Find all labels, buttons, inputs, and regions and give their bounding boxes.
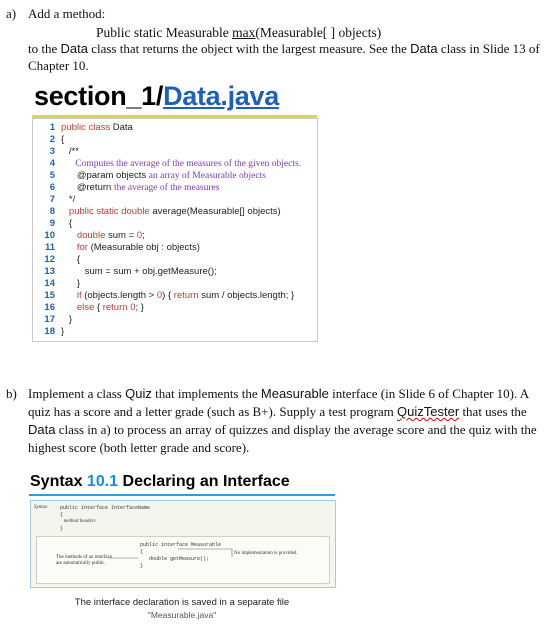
syntax-heading-text: Declaring an Interface bbox=[118, 473, 290, 490]
data-class-ref: Data bbox=[60, 41, 88, 56]
code-listing bbox=[32, 118, 318, 342]
data-java-link[interactable]: Data.java bbox=[163, 81, 279, 111]
code-line bbox=[33, 122, 133, 134]
code-line bbox=[33, 206, 281, 218]
code-line bbox=[33, 254, 80, 266]
code-token: the average of the measures bbox=[113, 183, 220, 193]
code-token: 0 bbox=[136, 230, 143, 241]
line-number: 9 bbox=[49, 218, 55, 229]
slide1-title-prefix: section_1/ bbox=[34, 81, 164, 111]
syntax-caption: The interface declaration is saved in a separate file bbox=[74, 597, 290, 608]
data-class-ref: Data bbox=[410, 41, 438, 56]
line-number: 15 bbox=[44, 290, 55, 301]
desc-text: quiz has a score and a letter grade (such as B+). Supply a test program bbox=[28, 404, 398, 419]
code-token: } bbox=[61, 314, 73, 325]
code-token: an array of Measurable objects bbox=[148, 171, 266, 181]
desc-text: class that returns the object with the largest measure. See the bbox=[87, 41, 411, 56]
syntax-word: Syntax bbox=[30, 473, 87, 490]
code-token: ; bbox=[142, 230, 145, 241]
code-token: return bbox=[173, 290, 202, 301]
line-number: 3 bbox=[49, 146, 55, 157]
desc-text: to the bbox=[28, 41, 61, 56]
code-token: { bbox=[61, 134, 65, 145]
code-token: } bbox=[61, 278, 81, 289]
line-number: 4 bbox=[49, 158, 55, 169]
code-token: public class bbox=[61, 122, 113, 133]
desc-text: interface (in Slide 6 of Chapter 10). A bbox=[328, 386, 530, 401]
code-token: Computes the average of the measures of the given objects. bbox=[61, 159, 302, 169]
sig-suffix: (Measurable[ ] objects) bbox=[255, 25, 382, 40]
code-token: ) { bbox=[162, 290, 174, 301]
line-number: 1 bbox=[49, 122, 55, 133]
line-number: 10 bbox=[44, 230, 55, 241]
part-a-intro: Add a method: bbox=[28, 6, 106, 21]
code-token: 0 bbox=[156, 290, 163, 301]
syntax-title bbox=[30, 473, 290, 491]
note-public-1: The methods of an interface bbox=[56, 555, 113, 560]
line-number: 11 bbox=[44, 242, 55, 253]
code-token: Data bbox=[112, 122, 133, 133]
code-line bbox=[33, 266, 217, 278]
syntax-line-3: method headers bbox=[60, 519, 96, 524]
code-token: (objects.length > bbox=[84, 290, 157, 301]
line-number: 5 bbox=[49, 170, 55, 181]
code-line bbox=[33, 302, 144, 314]
quiz-class-ref: Quiz bbox=[125, 386, 152, 401]
note-no-implementation: No implementation is provided. bbox=[234, 551, 298, 556]
example-line-3: double getMeasure(); bbox=[140, 556, 210, 562]
code-token: (Measurable obj : objects) bbox=[90, 242, 200, 253]
quiztester-ref: QuizTester bbox=[397, 404, 460, 419]
part-a-label: a) bbox=[6, 6, 17, 21]
code-token: 0 bbox=[130, 302, 136, 313]
code-line bbox=[33, 290, 294, 302]
code-token: ; } bbox=[135, 302, 144, 313]
desc-text: Implement a class bbox=[28, 386, 126, 401]
line-number: 13 bbox=[44, 266, 55, 277]
part-b-line1 bbox=[28, 385, 529, 402]
code-token: { bbox=[61, 254, 81, 265]
code-token: */ bbox=[61, 194, 76, 205]
syntax-caption-filename: "Measurable.java" bbox=[147, 610, 217, 620]
code-token: public static double bbox=[61, 206, 153, 217]
syntax-number: 10.1 bbox=[86, 473, 119, 490]
measurable-ref: Measurable bbox=[260, 386, 329, 401]
code-token: else bbox=[61, 302, 97, 313]
code-token: @param objects bbox=[61, 170, 149, 181]
sig-prefix: Public static Measurable bbox=[96, 25, 233, 40]
part-a-description bbox=[28, 40, 540, 57]
code-line bbox=[33, 278, 80, 290]
code-line bbox=[33, 314, 72, 326]
code-line bbox=[33, 326, 64, 338]
desc-text: class in a) to process an array of quizzes and display the average score and the quiz with the bbox=[55, 422, 537, 437]
part-b-line2 bbox=[28, 403, 527, 420]
example-line-4: } bbox=[140, 563, 144, 569]
syntax-line-1: public interface InterfaceName bbox=[60, 505, 151, 511]
code-token: { bbox=[61, 218, 73, 229]
code-token: return bbox=[102, 302, 131, 313]
syntax-label: Syntax bbox=[34, 505, 48, 510]
part-b-line4: highest score (both letter grade and score). bbox=[28, 440, 250, 455]
line-number: 8 bbox=[49, 206, 55, 217]
line-number: 6 bbox=[49, 182, 55, 193]
syntax-line-2: { bbox=[60, 512, 64, 518]
example-line-2: { bbox=[140, 549, 144, 555]
part-b-line3 bbox=[28, 421, 537, 438]
code-token: average(Measurable[] objects) bbox=[152, 206, 281, 217]
code-token: @return bbox=[61, 182, 114, 193]
code-token: { bbox=[96, 302, 103, 313]
code-token: } bbox=[61, 326, 65, 337]
data-class-ref: Data bbox=[28, 422, 56, 437]
line-number: 12 bbox=[44, 254, 55, 265]
syntax-line-4: } bbox=[60, 526, 64, 532]
code-line bbox=[33, 146, 79, 158]
line-number: 2 bbox=[49, 134, 55, 145]
code-token: sum = sum + obj.getMeasure(); bbox=[61, 266, 217, 277]
line-number: 17 bbox=[44, 314, 55, 325]
code-token: for bbox=[61, 242, 91, 253]
code-line bbox=[33, 182, 219, 194]
code-token: /** bbox=[61, 146, 79, 157]
syntax-title-rule bbox=[29, 494, 335, 496]
line-number: 18 bbox=[44, 326, 55, 337]
code-token: sum / objects.length; } bbox=[201, 290, 295, 301]
code-line bbox=[33, 194, 75, 206]
line-number: 14 bbox=[44, 278, 55, 289]
sig-method-name: max bbox=[232, 25, 256, 40]
slide1-title bbox=[34, 81, 279, 112]
desc-text: that uses the bbox=[459, 404, 527, 419]
code-token: if bbox=[61, 290, 85, 301]
code-line bbox=[33, 134, 64, 146]
code-line bbox=[33, 218, 72, 230]
example-line-1: public interface Measurable bbox=[140, 542, 222, 548]
code-line bbox=[33, 242, 200, 254]
note-public-2: are automatically public. bbox=[56, 561, 106, 566]
part-a-chapter: Chapter 10. bbox=[28, 58, 89, 73]
code-line bbox=[33, 230, 145, 242]
desc-text: class in Slide 13 of bbox=[437, 41, 540, 56]
code-line bbox=[33, 158, 301, 170]
part-b-label: b) bbox=[6, 386, 17, 401]
line-number: 16 bbox=[44, 302, 55, 313]
line-number: 7 bbox=[49, 194, 55, 205]
desc-text: that implements the bbox=[151, 386, 261, 401]
code-token: double bbox=[61, 230, 109, 241]
method-signature bbox=[96, 24, 381, 41]
code-token: sum = bbox=[108, 230, 137, 241]
code-line bbox=[33, 170, 266, 182]
